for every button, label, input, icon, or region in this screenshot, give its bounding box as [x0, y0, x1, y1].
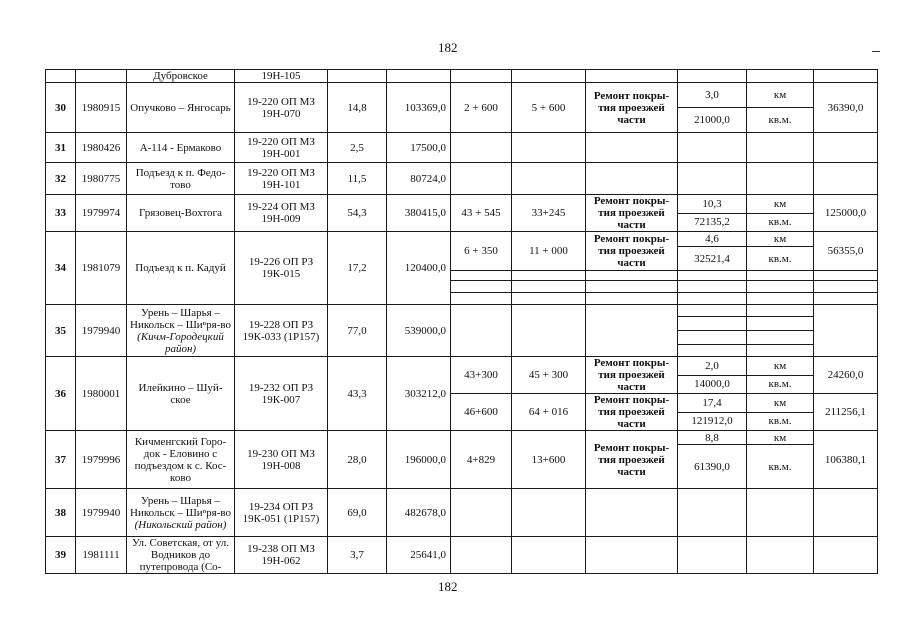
margin-mark	[872, 51, 880, 52]
table-row	[46, 195, 878, 214]
cell-id: 1979974	[76, 195, 127, 232]
cell-id: 1979940	[76, 489, 127, 537]
cell-route: 19-220 ОП МЗ 19Н-001	[235, 133, 328, 163]
cell-name: А-114 - Ермаково	[127, 133, 235, 163]
cell-sqm-value: 32521,4	[678, 247, 747, 271]
cell-km-from: 6 + 350	[451, 232, 512, 271]
cell-name: Урень – Шарья – Никольск – Шиⁿря-во (Кичм-Городецкий район)	[127, 305, 235, 357]
cell-sqm-value: 21000,0	[678, 108, 747, 133]
cell-cost: 25641,0	[387, 537, 451, 574]
cell-unit-sqm: кв.м.	[747, 108, 814, 133]
cell-name: Дубровское	[127, 70, 235, 83]
cell-km-value: 10,3	[678, 195, 747, 214]
cell-id: 1980426	[76, 133, 127, 163]
cell-no: 34	[46, 232, 76, 305]
cell-km-value: 3,0	[678, 83, 747, 108]
cell-id: 1979940	[76, 305, 127, 357]
cell-no: 35	[46, 305, 76, 357]
cell-route: 19-224 ОП МЗ 19Н-009	[235, 195, 328, 232]
cell-name: Илейкино – Шуй-ское	[127, 357, 235, 431]
cell-cost: 120400,0	[387, 232, 451, 305]
cell-cost: 380415,0	[387, 195, 451, 232]
cell-route: 19-220 ОП МЗ 19Н-070	[235, 83, 328, 133]
table-row	[46, 489, 878, 537]
table-row	[46, 537, 878, 574]
table-row	[46, 70, 878, 83]
cell-no: 30	[46, 83, 76, 133]
cell-route: 19-228 ОП РЗ 19К-033 (1Р157)	[235, 305, 328, 357]
cell-km-from: 43 + 545	[451, 195, 512, 232]
cell-route: 19-238 ОП МЗ 19Н-062	[235, 537, 328, 574]
cell-cost: 303212,0	[387, 357, 451, 431]
cell-route: 19-232 ОП РЗ 19К-007	[235, 357, 328, 431]
cell-length: 77,0	[328, 305, 387, 357]
cell-work: Ремонт покры-тия проезжей части	[586, 394, 678, 431]
cell-length: 3,7	[328, 537, 387, 574]
cell-route: 19-220 ОП МЗ 19Н-101	[235, 163, 328, 195]
cell-km-value: 4,6	[678, 232, 747, 247]
cell-cost: 17500,0	[387, 133, 451, 163]
cell-id: 1980915	[76, 83, 127, 133]
cell-work: Ремонт покры-тия проезжей части	[586, 431, 678, 489]
cell-name: Кичменгский Горо-док - Еловино с подъездом к с. Кос-ково	[127, 431, 235, 489]
cell-cost: 539000,0	[387, 305, 451, 357]
page-number-bottom: 182	[438, 579, 458, 594]
cell-no: 37	[46, 431, 76, 489]
cell-cost: 80724,0	[387, 163, 451, 195]
cell-no: 31	[46, 133, 76, 163]
cell-km-to: 5 + 600	[512, 83, 586, 133]
cell-work: Ремонт покры-тия проезжей части	[586, 357, 678, 394]
cell-unit-sqm: кв.м.	[747, 375, 814, 394]
page-number-top: 182	[438, 40, 458, 55]
cell-no: 36	[46, 357, 76, 431]
cell-unit-km: км	[747, 232, 814, 247]
cell-length: 54,3	[328, 195, 387, 232]
cell-no: 38	[46, 489, 76, 537]
cell-unit-km: км	[747, 394, 814, 413]
table-row	[46, 305, 878, 317]
cell-length: 69,0	[328, 489, 387, 537]
cell-cost: 196000,0	[387, 431, 451, 489]
cell-id: 1980775	[76, 163, 127, 195]
cell-id: 1979996	[76, 431, 127, 489]
cell-no: 39	[46, 537, 76, 574]
table-row	[46, 431, 878, 445]
cell-name: Грязовец-Вохтога	[127, 195, 235, 232]
cell-cost: 482678,0	[387, 489, 451, 537]
cell-km-value: 2,0	[678, 357, 747, 376]
cell-cost: 103369,0	[387, 83, 451, 133]
cell-length: 2,5	[328, 133, 387, 163]
cell-length: 17,2	[328, 232, 387, 305]
cell-unit-sqm: кв.м.	[747, 213, 814, 232]
cell-route: 19-226 ОП РЗ 19К-015	[235, 232, 328, 305]
table-row	[46, 83, 878, 108]
cell-unit-km: км	[747, 195, 814, 214]
cell-km-from: 4+829	[451, 431, 512, 489]
cell-total: 24260,0	[814, 357, 878, 394]
cell-unit-sqm: кв.м.	[747, 247, 814, 271]
cell-sqm-value: 121912,0	[678, 412, 747, 431]
cell-total: 106380,1	[814, 431, 878, 489]
roads-table	[45, 69, 878, 574]
cell-id: 1981111	[76, 537, 127, 574]
cell-unit-sqm: кв.м.	[747, 445, 814, 489]
cell-sqm-value: 61390,0	[678, 445, 747, 489]
table-row	[46, 232, 878, 247]
cell-no: 32	[46, 163, 76, 195]
cell-unit-km: км	[747, 83, 814, 108]
cell-unit-sqm: кв.м.	[747, 412, 814, 431]
cell-km-value: 8,8	[678, 431, 747, 445]
cell-sqm-value: 72135,2	[678, 213, 747, 232]
cell-km-from: 43+300	[451, 357, 512, 394]
table-row	[46, 133, 878, 163]
cell-length: 28,0	[328, 431, 387, 489]
cell-route: 19-234 ОП РЗ 19К-051 (1Р157)	[235, 489, 328, 537]
table-row	[46, 357, 878, 376]
cell-km-to: 64 + 016	[512, 394, 586, 431]
cell-no	[46, 70, 76, 83]
cell-unit-km: км	[747, 357, 814, 376]
cell-total: 211256,1	[814, 394, 878, 431]
cell-total: 36390,0	[814, 83, 878, 133]
cell-length: 43,3	[328, 357, 387, 431]
cell-work: Ремонт покры-тия проезжей части	[586, 232, 678, 271]
cell-work: Ремонт покры-тия проезжей части	[586, 83, 678, 133]
cell-work: Ремонт покры-тия проезжей части	[586, 195, 678, 232]
cell-id: 1980001	[76, 357, 127, 431]
cell-total: 56355,0	[814, 232, 878, 271]
cell-route: 19-230 ОП МЗ 19Н-008	[235, 431, 328, 489]
cell-km-to: 11 + 000	[512, 232, 586, 271]
cell-name: Урень – Шарья – Никольск – Шиⁿря-во (Никольский район)	[127, 489, 235, 537]
cell-name: Ул. Советская, от ул. Водников до путепровода (Со-	[127, 537, 235, 574]
cell-id	[76, 70, 127, 83]
cell-route: 19Н-105	[235, 70, 328, 83]
cell-km-from: 46+600	[451, 394, 512, 431]
cell-name: Подъезд к п. Кадуй	[127, 232, 235, 305]
cell-km-to: 13+600	[512, 431, 586, 489]
cell-name: Подъезд к п. Федо-тово	[127, 163, 235, 195]
table-row	[46, 163, 878, 195]
cell-id: 1981079	[76, 232, 127, 305]
cell-length: 14,8	[328, 83, 387, 133]
cell-km-to: 33+245	[512, 195, 586, 232]
cell-km-from: 2 + 600	[451, 83, 512, 133]
cell-name: Опучково – Янгосарь	[127, 83, 235, 133]
cell-km-to: 45 + 300	[512, 357, 586, 394]
cell-length: 11,5	[328, 163, 387, 195]
cell-sqm-value: 14000,0	[678, 375, 747, 394]
cell-unit-km: км	[747, 431, 814, 445]
cell-km-value: 17,4	[678, 394, 747, 413]
cell-no: 33	[46, 195, 76, 232]
cell-total: 125000,0	[814, 195, 878, 232]
